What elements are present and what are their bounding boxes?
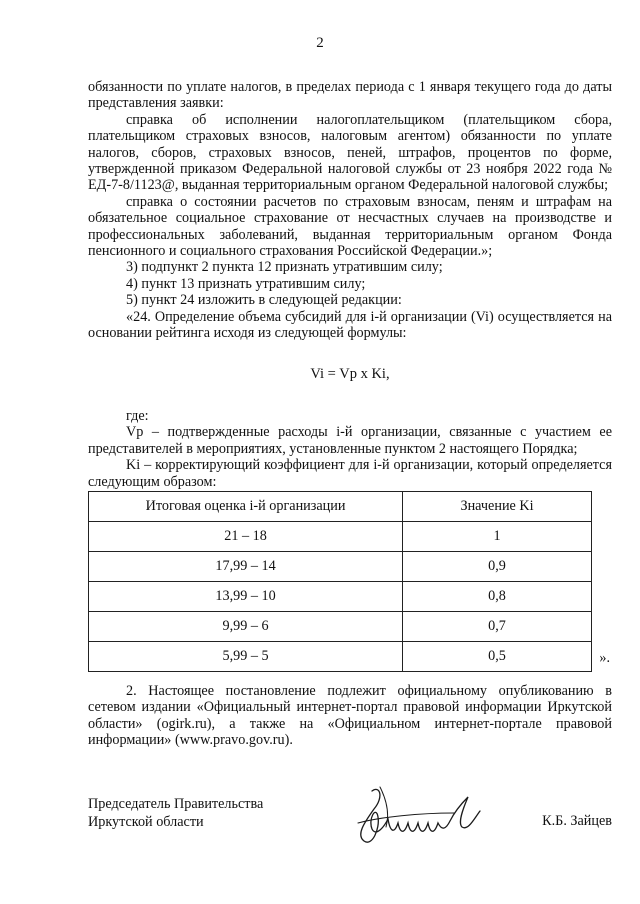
table-cell: 13,99 – 10 <box>89 581 403 611</box>
page-number: 2 <box>316 35 324 51</box>
table-header: Итоговая оценка i-й организации <box>89 491 403 521</box>
position-line: Иркутской области <box>88 814 204 830</box>
table-row <box>89 551 592 581</box>
handwritten-signature <box>350 783 500 853</box>
table-cell: 0,7 <box>403 611 592 641</box>
table-cell: 0,9 <box>403 551 592 581</box>
paragraph: 5) пункт 24 изложить в следующей редакции: <box>126 292 402 309</box>
closing-quote: ». <box>599 649 610 666</box>
table-cell: 21 – 18 <box>89 521 403 551</box>
paragraph: 3) подпункт 2 пункта 12 признать утратившим силу; <box>126 259 443 276</box>
position-line: Председатель Правительства <box>88 796 264 812</box>
paragraph: справка о состоянии расчетов по страховым взносам, пеням и штрафам на обязательное социальное страхование от несчастных случаев на производстве и профессиональных заболеваний, выданная территориальным органом Фонда пенсионного и социального страхования Российской Федерации.»; <box>88 193 612 260</box>
table-header-row <box>89 491 592 521</box>
table-row <box>89 581 592 611</box>
table-cell: 9,99 – 6 <box>89 611 403 641</box>
signature-block <box>88 795 612 855</box>
table-row <box>89 641 592 671</box>
table-cell: 0,8 <box>403 581 592 611</box>
table-row <box>89 521 592 551</box>
table-row <box>89 611 592 641</box>
paragraph: справка об исполнении налогоплательщиком (плательщиком сбора, плательщиком страховых взносов, налоговым агентом) обязанности по уплате налогов, сборов, страховых взносов, пеней, штрафов, процентов по форме, утвержденной приказом Федеральной налоговой службы от 23 ноября 2022 года № ЕД-7-8/1123@, выданная территориальным органом Федеральной налоговой службы; <box>88 111 612 194</box>
coefficient-table-wrap <box>88 491 612 672</box>
signatory-name: К.Б. Зайцев <box>542 813 612 829</box>
paragraph: Ki – корректирующий коэффициент для i-й организации, который определяется следующим образом: <box>88 457 612 490</box>
formula: Vi = Vp x Ki, <box>310 365 390 382</box>
paragraph: 2. Настоящее постановление подлежит официальному опубликованию в сетевом издании «Официальный интернет-портал правовой информации Иркутской области» (ogirk.ru), а также на «Официальном интернет-портале правовой информации» (www.pravo.gov.ru). <box>88 682 612 749</box>
signatory-position <box>88 795 263 831</box>
paragraph: «24. Определение объема субсидий для i-й организации (Vi) осуществляется на основании рейтинга исходя из следующей формулы: <box>88 308 612 342</box>
paragraph: где: <box>126 407 149 424</box>
paragraph: обязанности по уплате налогов, в пределах периода с 1 января текущего года до даты представления заявки: <box>88 79 612 112</box>
table-cell: 5,99 – 5 <box>89 641 403 671</box>
paragraph: Vp – подтвержденные расходы i-й организации, связанные с участием ее представителей в мероприятиях, установленные пунктом 2 настоящего Порядка; <box>88 424 612 457</box>
document-body <box>88 79 612 749</box>
table-cell: 0,5 <box>403 641 592 671</box>
table-cell: 1 <box>403 521 592 551</box>
coefficient-table <box>88 491 592 672</box>
table-cell: 17,99 – 14 <box>89 551 403 581</box>
table-header: Значение Ki <box>403 491 592 521</box>
paragraph: 4) пункт 13 признать утратившим силу; <box>126 275 366 292</box>
